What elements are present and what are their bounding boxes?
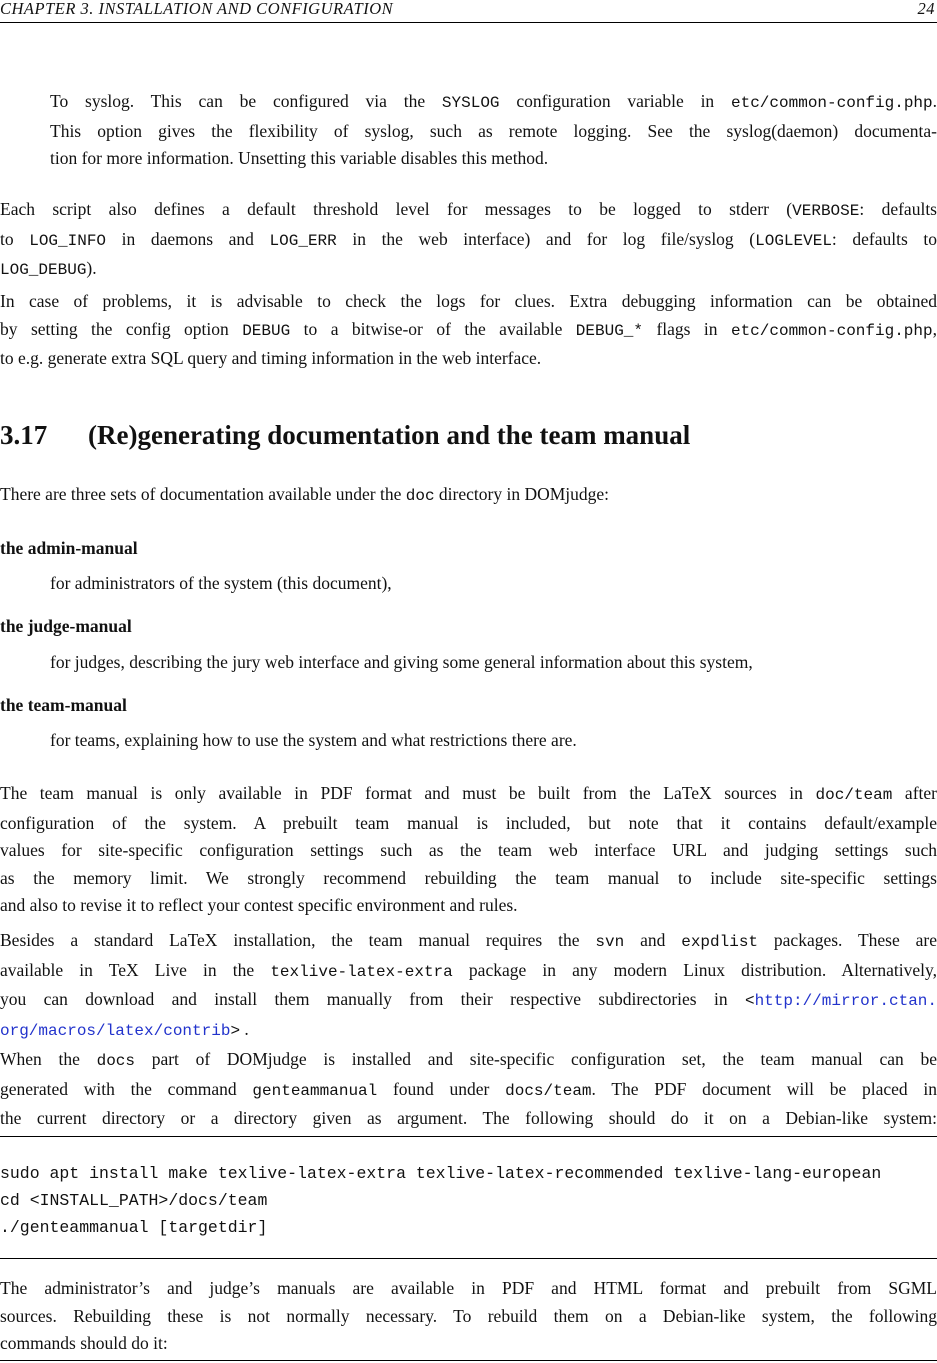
bottom-rule xyxy=(0,1360,937,1361)
page-number: 24 xyxy=(917,0,935,18)
code-top-rule xyxy=(0,1136,937,1137)
syslog-line-1: To syslog. This can be configured via the SYSLOG configuration variable in etc/common-config.php. xyxy=(50,91,937,112)
section-heading xyxy=(0,418,690,452)
code-bottom-rule xyxy=(0,1258,937,1259)
section-number: 3.17 xyxy=(0,420,48,450)
desc-team-manual: for teams, explaining how to use the system and what restrictions there are. xyxy=(50,730,577,750)
admin-manual-paragraph: The administrator’s and judge’s manuals are available in PDF and HTML format and prebuilt from SGML sources. Rebuilding these is not normally necessary. To rebuild them on a Debian-like system, the following commands should do it: xyxy=(0,1278,937,1353)
shell-code-block: sudo apt install make texlive-latex-extra texlive-latex-recommended texlive-lang-european cd <INSTALL_PATH>/docs/team ./genteammanual [targetdir] xyxy=(0,1164,882,1237)
syslog-line-3: tion for more information. Unsetting this variable disables this method. xyxy=(50,148,549,168)
syslog-description xyxy=(50,88,937,173)
syslog-line-2: This option gives the flexibility of syslog, such as remote logging. See the syslog(daemon) documenta- xyxy=(50,120,937,141)
desc-judge-manual: for judges, describing the jury web interface and giving some general information about this system, xyxy=(50,652,753,672)
term-judge-manual: the judge-manual xyxy=(0,616,132,636)
docs-paragraph: When the docs part of DOMjudge is installed and site-specific configuration set, the team manual can be generated with the command genteammanual found under docs/team. The PDF document will be placed in the current directory or a directory given as argument. The following should do it on a Debian-like system: xyxy=(0,1049,937,1128)
intro-paragraph: There are three sets of documentation available under the doc directory in DOMjudge: xyxy=(0,484,610,505)
debugging-paragraph: In case of problems, it is advisable to check the logs for clues. Extra debugging information can be obtained by setting the config option DEBUG to a bitwise-or of the available DEBUG_* flags in etc/common-config.php, to e.g. generate extra SQL query and timing information in the web interface. xyxy=(0,291,937,368)
term-team-manual: the team-manual xyxy=(0,695,127,715)
term-admin-manual: the admin-manual xyxy=(0,538,138,558)
chapter-title: CHAPTER 3. INSTALLATION AND CONFIGURATION xyxy=(0,0,394,18)
ctan-link-continued[interactable]: org/macros/latex/contrib xyxy=(0,1021,231,1040)
threshold-paragraph: Each script also defines a default threshold level for messages to be logged to stderr (VERBOSE: defaults to LOG_INFO in daemons and LOG_ERR in the web interface) and for log file/syslog (LOGLEVEL: defaults to LOG_DEBUG). xyxy=(0,199,937,279)
ctan-link[interactable]: http://mirror.ctan. xyxy=(754,992,937,1010)
section-title: (Re)generating documentation and the team manual xyxy=(88,420,691,450)
team-manual-paragraph: The team manual is only available in PDF format and must be built from the LaTeX sources in doc/team after configuration of the system. A prebuilt team manual is included, but note that it contains default/example values for site-specific configuration settings such as the team web interface URL and judging settings such as the memory limit. We strongly recommend rebuilding the team manual to include site-specific settings and also to revise it to reflect your contest specific environment and rules. xyxy=(0,783,937,915)
desc-admin-manual: for administrators of the system (this document), xyxy=(50,573,392,593)
latex-paragraph: Besides a standard LaTeX installation, the team manual requires the svn and expdlist packages. These are available in TeX Live in the texlive-latex-extra package in any modern Linux distribution. Alternatively, you can download and install them manually from their respective subdirectories in <http://mirror.ctan. org/macros/latex/contrib> . xyxy=(0,930,937,1040)
running-header xyxy=(0,0,937,23)
